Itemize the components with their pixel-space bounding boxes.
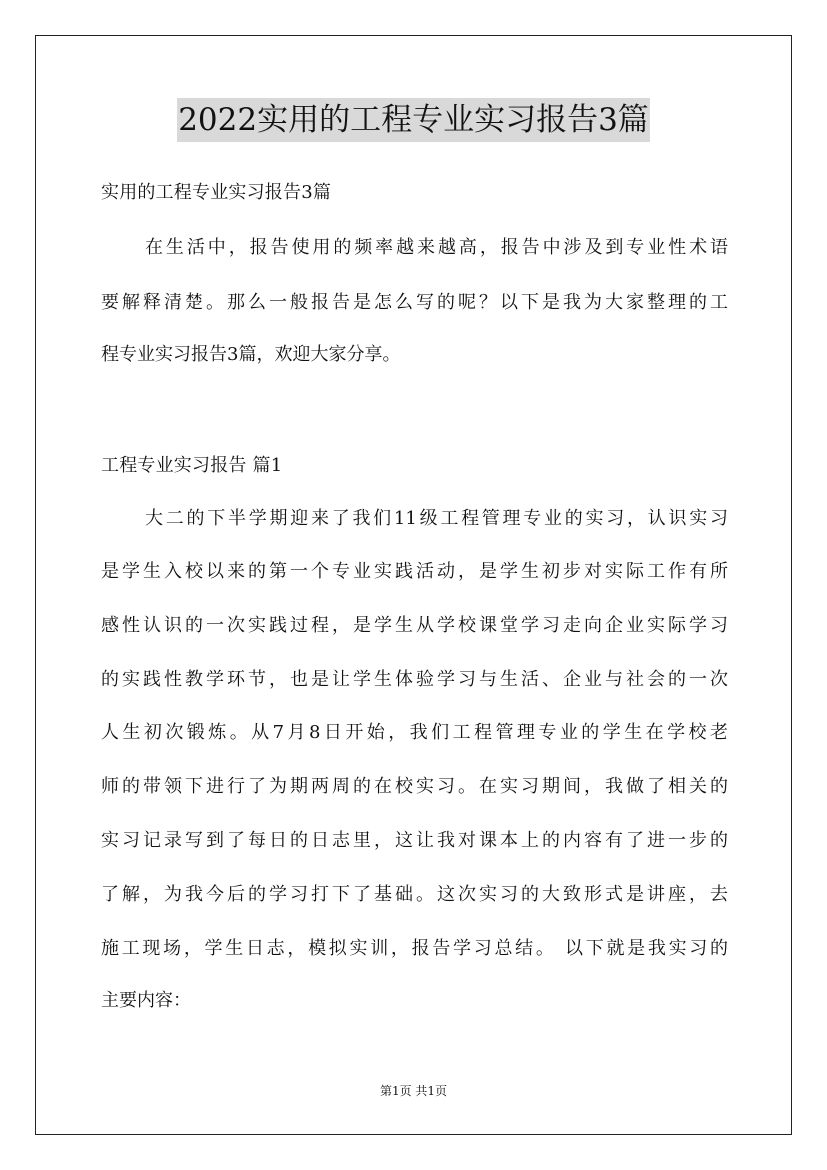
document-subtitle: 实用的工程专业实习报告3篇 [101, 182, 332, 203]
document-title: 2022实用的工程专业实习报告3篇 [177, 98, 650, 142]
intro-line: 要解释清楚。那么一般报告是怎么写的呢？以下是我为大家整理的工 [101, 292, 728, 313]
intro-line: 程专业实习报告3篇，欢迎大家分享。 [101, 344, 401, 365]
section-line: 实习记录写到了每日的日志里，这让我对课本上的内容有了进一步的 [101, 830, 728, 851]
section-line: 人生初次锻炼。从7月8日开始，我们工程管理专业的学生在学校老 [101, 722, 728, 743]
page-footer: 第1页 共1页 [379, 1084, 448, 1098]
section-line: 大二的下半学期迎来了我们11级工程管理专业的实习，认识实习 [145, 508, 728, 529]
section-line: 是学生入校以来的第一个专业实践活动，是学生初步对实际工作有所 [101, 561, 728, 582]
section-line: 了解，为我今后的学习打下了基础。这次实习的大致形式是讲座，去 [101, 884, 728, 905]
section-heading: 工程专业实习报告 篇1 [101, 455, 283, 476]
title-container [0, 98, 827, 142]
intro-line: 在生活中，报告使用的频率越来越高，报告中涉及到专业性术语 [145, 237, 728, 258]
section-line: 的实践性教学环节，也是让学生体验学习与生活、企业与社会的一次 [101, 669, 728, 690]
section-line: 主要内容： [101, 990, 191, 1011]
section-line: 感性认识的一次实践过程，是学生从学校课堂学习走向企业实际学习 [101, 615, 728, 636]
section-line: 施工现场，学生日志，模拟实训，报告学习总结。 以下就是我实习的 [101, 938, 728, 959]
section-line: 师的带领下进行了为期两周的在校实习。在实习期间，我做了相关的 [101, 776, 728, 797]
